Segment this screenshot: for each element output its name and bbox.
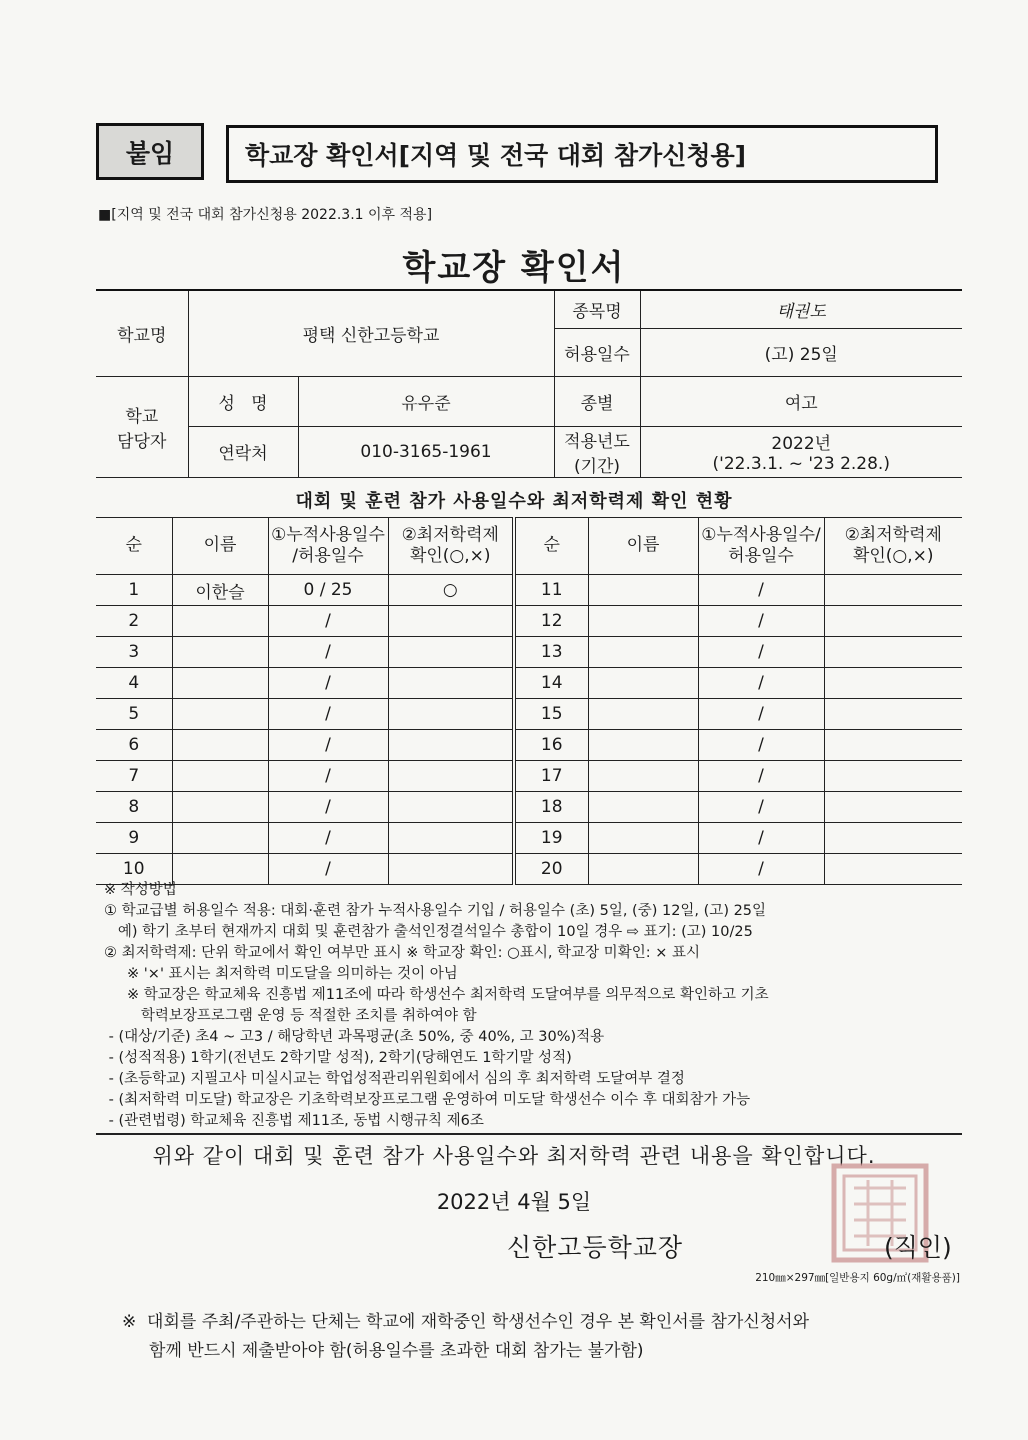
row-min-grade-cell [388,699,514,730]
status-caption: 대회 및 훈련 참가 사용일수와 최저학력제 확인 현황 [295,491,733,512]
row-name-cell [588,699,698,730]
row-days-cell: / [698,823,824,854]
row-min-grade-cell [824,637,962,668]
row-days-cell: / [268,699,388,730]
instruction-line: - (초등학교) 지필고사 미실시교는 학업성적관리위원회에서 심의 후 최저학력 도달여부 결정 [104,1071,685,1087]
row-number-cell: 18 [514,792,588,823]
phone-value: 010-3165-1961 [298,426,554,477]
row-days-cell: / [698,606,824,637]
col-days-left-line2: /허용일수 [292,546,364,566]
event-label: 종목명 [554,290,640,328]
row-name-cell [172,823,268,854]
allowed-days-value: (고) 25일 [640,328,962,376]
row-number-cell: 4 [96,668,172,699]
col-name-left: 이름 [172,518,268,575]
row-name-cell [172,699,268,730]
name-value: 유우준 [298,376,554,426]
row-name-cell [588,823,698,854]
instruction-line: - (대상/기준) 초4 ~ 고3 / 해당학년 과목평균(초 50%, 중 40%, 고 30%)적용 [104,1029,605,1045]
row-min-grade-cell [388,637,514,668]
instruction-line: - (최저학력 미도달) 학교장은 기초학력보장프로그램 운영하여 미도달 학생선수 이수 후 대회참가 가능 [104,1092,751,1108]
row-min-grade-cell: ○ [388,575,514,606]
instruction-line: - (관련법령) 학교체육 진흥법 제11조, 동법 시행규칙 제6조 [104,1113,484,1129]
table-row [96,637,962,668]
row-min-grade-cell [388,606,514,637]
row-number-cell: 7 [96,761,172,792]
document-title: 학교장 확인서 [402,248,626,288]
col-min-left-line2: 확인(○,×) [409,546,491,566]
row-number-cell: 10 [96,854,172,885]
row-days-cell: / [698,761,824,792]
instruction-line: ※ 작성방법 [104,882,177,898]
row-number-cell: 12 [514,606,588,637]
instruction-line: ① 학교급별 허용일수 적용: 대회·훈련 참가 누적사용일수 기입 / 허용일수 (초) 5일, (중) 12일, (고) 25일 [104,903,767,919]
row-days-cell: / [268,637,388,668]
row-number-cell: 9 [96,823,172,854]
instruction-line: ② 최저학력제: 단위 학교에서 확인 여부만 표시 ※ 학교장 확인: ○표시, 학교장 미확인: × 표시 [104,945,700,961]
row-number-cell: 20 [514,854,588,885]
row-name-cell [172,761,268,792]
submission-note [122,1308,982,1366]
seal-label: (직인) [884,1233,952,1262]
row-number-cell: 15 [514,699,588,730]
row-name-cell: 이한슬 [172,575,268,606]
col-min-left [388,518,514,575]
principal-title: 신한고등학교장 [507,1233,684,1262]
row-name-cell [172,792,268,823]
confirmation-statement: 위와 같이 대회 및 훈련 참가 사용일수와 최저학력 관련 내용을 확인합니다. [152,1144,876,1168]
row-name-cell [588,606,698,637]
row-number-cell: 13 [514,637,588,668]
table-row [96,792,962,823]
row-days-cell: / [268,854,388,885]
row-number-cell: 8 [96,792,172,823]
col-days-right-line1: ①누적사용일수/ [701,524,821,545]
row-name-cell [588,668,698,699]
col-days-left [268,518,388,575]
row-name-cell [172,606,268,637]
name-label: 성 명 [188,376,298,426]
row-min-grade-cell [824,823,962,854]
contact-person-label [96,376,188,477]
allowed-days-label: 허용일수 [554,328,640,376]
contact-label-line2: 담당자 [117,431,167,452]
header-title: 학교장 확인서[지역 및 전국 대회 참가신청용] [226,125,938,183]
row-min-grade-cell [824,761,962,792]
row-days-cell: / [268,792,388,823]
divider [96,1133,962,1135]
status-table [96,517,962,885]
row-days-cell: 0 / 25 [268,575,388,606]
row-min-grade-cell [388,761,514,792]
row-min-grade-cell [824,699,962,730]
submission-note-line2: 함께 반드시 제출받아야 함(허용일수를 초과한 대회 참가는 불가함) [122,1341,644,1361]
issue-date: 2022년 4월 5일 [436,1190,592,1214]
instruction-line: 학력보장프로그램 운영 등 적절한 조치를 취하여야 함 [104,1008,477,1024]
row-name-cell [588,730,698,761]
row-name-cell [172,730,268,761]
info-table [96,289,962,478]
row-min-grade-cell [824,668,962,699]
row-min-grade-cell [824,606,962,637]
col-no-right: 순 [514,518,588,575]
col-min-left-line1: ②최저학력제 [401,524,499,545]
row-min-grade-cell [824,792,962,823]
instruction-line: 예) 학기 초부터 현재까지 대회 및 훈련참가 출석인정결석일수 총합이 10일 경우 ⇨ 표기: (고) 10/25 [104,924,753,940]
row-min-grade-cell [824,730,962,761]
apply-year-label-line2: (기간) [573,456,621,477]
table-row [96,761,962,792]
row-name-cell [172,668,268,699]
instruction-line: ※ 학교장은 학교체육 진흥법 제11조에 따라 학생선수 최저학력 도달여부를 의무적으로 확인하고 기초 [104,987,769,1003]
row-days-cell: / [268,730,388,761]
row-days-cell: / [698,699,824,730]
writing-instructions [104,880,964,1132]
row-number-cell: 19 [514,823,588,854]
row-min-grade-cell [388,823,514,854]
row-number-cell: 5 [96,699,172,730]
row-name-cell [588,761,698,792]
row-days-cell: / [698,792,824,823]
col-no-left: 순 [96,518,172,575]
row-name-cell [172,637,268,668]
row-min-grade-cell [388,668,514,699]
row-days-cell: / [698,637,824,668]
row-number-cell: 6 [96,730,172,761]
apply-period: ('22.3.1. ~ '23 2.28.) [712,454,890,474]
row-number-cell: 3 [96,637,172,668]
apply-year-label-line1: 적용년도 [564,431,630,452]
col-name-right: 이름 [588,518,698,575]
row-days-cell: / [268,761,388,792]
row-name-cell [588,637,698,668]
table-row [96,823,962,854]
apply-year: 2022년 [771,434,832,454]
row-name-cell [588,575,698,606]
row-days-cell: / [698,575,824,606]
instruction-line: ※ '×' 표시는 최저학력 미도달을 의미하는 것이 아님 [104,966,458,982]
row-days-cell: / [268,606,388,637]
category-label: 종별 [554,376,640,426]
row-days-cell: / [698,668,824,699]
row-days-cell: / [698,854,824,885]
school-value: 평택 신한고등학교 [188,290,554,376]
table-row [96,606,962,637]
row-days-cell: / [268,668,388,699]
row-number-cell: 16 [514,730,588,761]
apply-year-value [640,426,962,477]
attachment-tag: 붙임 [96,123,204,180]
table-row [96,668,962,699]
row-number-cell: 2 [96,606,172,637]
col-min-right-line1: ②최저학력제 [844,524,942,545]
row-min-grade-cell [388,730,514,761]
category-value: 여고 [640,376,962,426]
table-row [96,730,962,761]
col-days-right [698,518,824,575]
event-value: 태권도 [640,290,962,328]
row-number-cell: 11 [514,575,588,606]
col-days-left-line1: ①누적사용일수 [271,524,385,545]
applicability-note: ■[지역 및 전국 대회 참가신청용 2022.3.1 이후 적용] [98,207,433,223]
submission-note-line1: ※ 대회를 주최/주관하는 단체는 학교에 재학중인 학생선수인 경우 본 확인서를 참가신청서와 [122,1312,810,1332]
school-label: 학교명 [96,290,188,376]
col-min-right [824,518,962,575]
row-number-cell: 14 [514,668,588,699]
col-min-right-line2: 확인(○,×) [852,546,934,566]
col-days-right-line2: 허용일수 [728,546,794,566]
row-number-cell: 17 [514,761,588,792]
table-row [96,699,962,730]
instruction-line: - (성적적용) 1학기(전년도 2학기말 성적), 2학기(당해연도 1학기말 성적) [104,1050,572,1066]
row-min-grade-cell [824,575,962,606]
row-min-grade-cell [388,792,514,823]
row-days-cell: / [698,730,824,761]
paper-spec: 210㎜×297㎜[일반용지 60g/㎡(재활용품)] [755,1272,960,1284]
apply-year-label [554,426,640,477]
row-name-cell [588,792,698,823]
row-number-cell: 1 [96,575,172,606]
row-days-cell: / [268,823,388,854]
contact-label-line1: 학교 [125,406,159,427]
table-row [96,575,962,606]
phone-label: 연락처 [188,426,298,477]
